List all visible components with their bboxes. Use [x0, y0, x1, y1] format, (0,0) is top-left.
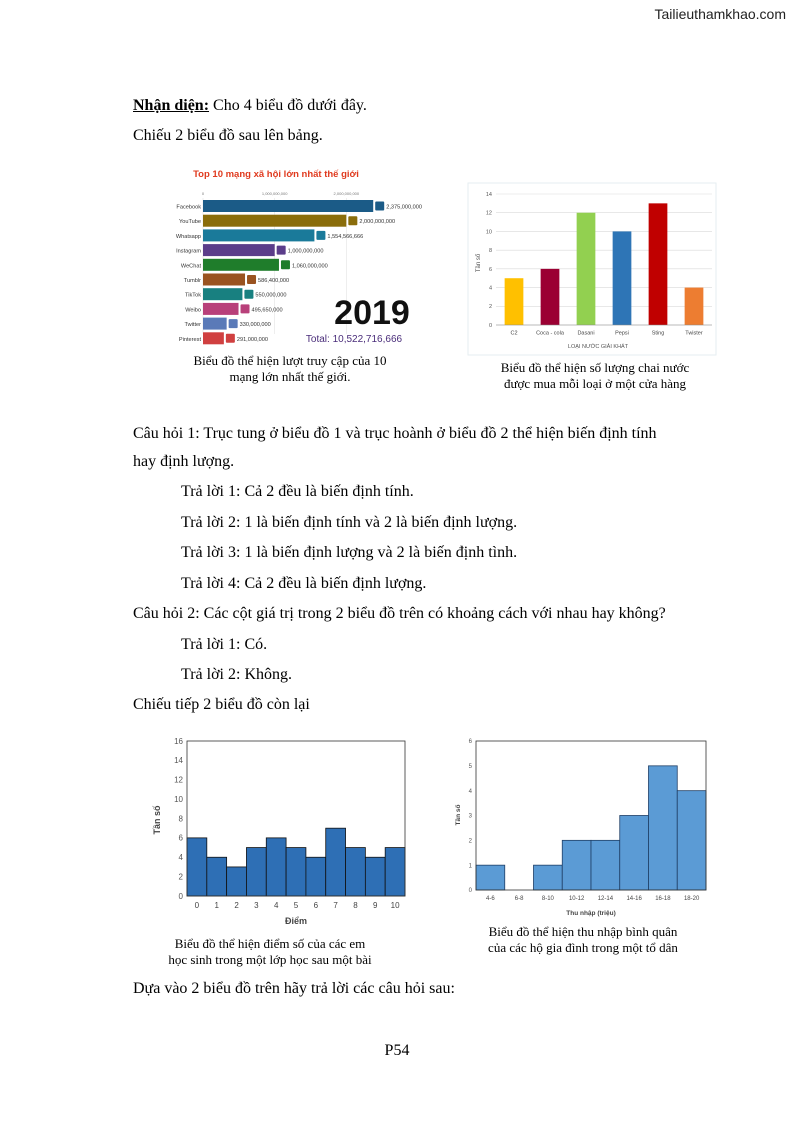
chart4-x-tick: 4-6 [486, 896, 495, 902]
chart4-x-tick: 8-10 [541, 896, 554, 902]
chart2-y-tick: 4 [488, 285, 492, 292]
chart4-bar [649, 766, 678, 890]
chart4-ylabel: Tần số [455, 804, 462, 826]
caption-4 [458, 924, 708, 956]
chart1-total: Total: 10,522,716,666 [305, 334, 403, 345]
chart1-bar [203, 274, 245, 286]
chart4-bar [677, 791, 706, 890]
chart1-logo-icon [281, 260, 290, 269]
intro-line [133, 97, 367, 115]
chart4-xlabel: Thu nhập (triệu) [566, 910, 616, 917]
chart4-bar [620, 816, 649, 891]
chart3-bar [385, 848, 405, 896]
chart1-value-label: 495,650,000 [251, 307, 283, 314]
chart1-bar [203, 259, 279, 271]
chart2-y-tick: 0 [488, 322, 492, 329]
chart2-y-tick: 8 [488, 248, 492, 255]
chart3-x-tick: 2 [234, 901, 239, 910]
chart1-value-label: 586,400,000 [258, 278, 290, 284]
caption-1-line-2: mạng lớn nhất thế giới. [229, 369, 351, 384]
chart3-x-tick: 10 [390, 901, 400, 910]
chart3-y-tick: 2 [178, 872, 183, 882]
chart3-bar [365, 857, 385, 896]
chart2-y-tick: 10 [485, 229, 492, 236]
chart1-value-label: 1,000,000,000 [287, 248, 324, 255]
caption-2-line-2: được mua mỗi loại ở một cửa hàng [504, 376, 686, 391]
chart3-bar [207, 857, 227, 896]
chart1-bar [203, 229, 314, 241]
chart3-y-tick: 12 [174, 775, 183, 785]
chart1-bar [203, 288, 242, 300]
watermark: Tailieuthamkhao.com [654, 6, 786, 22]
chart1-category-label: TikTok [185, 292, 201, 299]
caption-4-line-2: của các hộ gia đình trong một tổ dân [488, 940, 678, 955]
chart1-logo-icon [241, 304, 250, 313]
chart2-bar [649, 203, 668, 325]
next-text: Chiếu tiếp 2 biểu đồ còn lại [133, 696, 310, 713]
chart1-category-label: Pinterest [178, 336, 201, 343]
chart2-ylabel: Tần số [476, 253, 482, 273]
chart3-bar [326, 828, 346, 896]
scores-chart [140, 733, 415, 930]
income-chart [448, 733, 716, 920]
chart1-value-label: 291,000,000 [236, 336, 268, 343]
caption-3 [145, 936, 395, 968]
chart4-x-tick: 6-8 [514, 896, 524, 902]
chart4-x-tick: 16-18 [655, 896, 671, 902]
chart3-x-tick: 8 [353, 901, 358, 910]
page-number: P54 [384, 1042, 410, 1059]
chart3-x-tick: 0 [194, 901, 200, 910]
caption-4-line-1: Biểu đồ thể hiện thu nhập bình quân [488, 924, 678, 939]
chart1-tick-label: 2,000,000,000 [333, 191, 360, 196]
chart2-x-tick: Dasani [577, 330, 595, 337]
question-1-line-2: hay định lượng. [133, 453, 235, 470]
chart1-value-label: 330,000,000 [239, 322, 271, 329]
chart3-x-tick: 7 [333, 901, 338, 910]
drinks-chart [468, 183, 716, 355]
chart4-y-tick: 4 [468, 788, 472, 795]
chart3-bar [187, 838, 207, 896]
chart2-x-tick: Sting [651, 330, 665, 337]
chart4-y-tick: 5 [468, 763, 472, 770]
caption-2 [470, 360, 720, 392]
question-2: Câu hỏi 2: Các cột giá trị trong 2 biểu đồ trên có khoảng cách với nhau hay không? [133, 605, 666, 622]
q2-answer-1: Trả lời 1: Có. [181, 636, 268, 653]
chart1-value-label: 1,060,000,000 [291, 263, 328, 270]
chart3-x-tick: 1 [214, 901, 219, 910]
chart2-x-tick: Coca - cola [536, 330, 564, 337]
chart3-xlabel: Điểm [284, 916, 308, 926]
chart1-tick-label: 0 [201, 191, 205, 196]
chart3-bar [246, 848, 266, 896]
intro-label: Nhận diện: [133, 97, 210, 114]
chart4-y-tick: 0 [468, 888, 472, 895]
caption-3-line-1: Biểu đồ thể hiện điểm số của các em [174, 936, 366, 951]
chart1-bar [203, 318, 227, 330]
chart4-bar [562, 840, 591, 890]
caption-2-line-1: Biểu đồ thể hiện số lượng chai nước [500, 360, 690, 375]
caption-1-line-1: Biểu đồ thể hiện lượt truy cập của 10 [193, 353, 387, 368]
chart1-bar [203, 215, 346, 227]
caption-1 [160, 353, 420, 385]
chart1-category-label: Weibo [185, 307, 201, 314]
chart1-category-label: Instagram [176, 248, 201, 255]
chart2-x-tick: Twister [685, 330, 703, 337]
chart3-y-tick: 4 [178, 853, 183, 863]
intro-line-2: Chiếu 2 biểu đồ sau lên bảng. [133, 127, 323, 144]
chart1-value-label: 2,000,000,000 [359, 219, 396, 226]
chart1-category-label: Whatsapp [175, 233, 201, 240]
chart3-x-tick: 6 [313, 901, 319, 910]
chart4-bar [534, 865, 563, 890]
chart4-x-tick: 14-16 [626, 896, 642, 902]
q1-answer-3: Trả lời 3: 1 là biến định lượng và 2 là biến định tình. [181, 544, 518, 561]
chart1-logo-icon [348, 216, 357, 225]
q1-answer-2: Trả lời 2: 1 là biến định tính và 2 là biến định lượng. [181, 514, 518, 531]
chart1-bar [203, 244, 275, 256]
chart1-value-label: 550,000,000 [255, 292, 287, 299]
chart4-x-tick: 12-14 [597, 896, 614, 902]
chart2-bar [613, 231, 632, 325]
chart4-x-tick: 18-20 [683, 896, 700, 902]
q1-answer-4: Trả lời 4: Cả 2 đều là biến định lượng. [181, 575, 427, 592]
chart1-bar [203, 200, 373, 212]
caption-3-line-2: học sinh trong một lớp học sau một bài [168, 952, 372, 967]
chart1-logo-icon [375, 202, 384, 211]
chart3-y-tick: 16 [174, 736, 183, 746]
chart3-ylabel: Tần số [152, 805, 162, 835]
chart1-year: 2019 [334, 294, 410, 332]
chart2-y-tick: 2 [488, 304, 492, 311]
chart4-y-tick: 2 [468, 838, 472, 845]
chart2-bar [505, 278, 524, 325]
question-1-line-1: Câu hỏi 1: Trục tung ở biểu đồ 1 và trục hoành ở biểu đồ 2 thể hiện biến định tính [133, 425, 657, 442]
chart2-y-tick: 14 [485, 191, 492, 198]
chart3-x-tick: 3 [254, 901, 259, 910]
chart3-bar [286, 848, 306, 896]
chart2-y-tick: 6 [488, 266, 492, 273]
chart1-logo-icon [277, 246, 286, 255]
chart1-logo-icon [316, 231, 325, 240]
chart1-bar [203, 303, 239, 315]
chart4-bar [476, 865, 505, 890]
chart1-title: Top 10 mạng xã hội lớn nhất thế giới [193, 169, 359, 180]
intro-text: Cho 4 biểu đồ dưới đây. [209, 97, 367, 114]
chart4-y-tick: 1 [468, 863, 472, 870]
chart1-logo-icon [247, 275, 256, 284]
chart1-category-label: Facebook [176, 204, 201, 211]
chart3-bar [266, 838, 286, 896]
chart3-bar [306, 857, 326, 896]
chart1-value-label: 1,554,566,666 [327, 233, 364, 240]
chart1-bar [203, 332, 224, 344]
chart3-y-tick: 8 [178, 814, 183, 824]
chart4-bar [591, 840, 620, 890]
chart1-value-label: 2,375,000,000 [386, 204, 422, 211]
chart3-y-tick: 6 [178, 833, 183, 843]
chart3-x-tick: 9 [373, 901, 378, 910]
chart1-category-label: Twitter [184, 322, 201, 329]
chart3-x-tick: 5 [293, 901, 299, 910]
chart1-tick-label: 1,000,000,000 [261, 191, 288, 196]
chart1-logo-icon [244, 290, 253, 299]
chart2-bar [685, 288, 704, 325]
chart3-bar [346, 848, 366, 896]
q2-answer-2: Trả lời 2: Không. [181, 666, 292, 683]
chart3-y-tick: 0 [178, 891, 183, 901]
chart3-bar [227, 867, 247, 896]
chart3-y-tick: 10 [174, 794, 183, 804]
chart1-category-label: YouTube [179, 219, 201, 226]
chart2-x-tick: Pepsi [615, 330, 629, 337]
chart1-category-label: WeChat [180, 263, 201, 270]
chart2-xlabel: LOẠI NƯỚC GIẢI KHÁT [567, 344, 629, 350]
social-network-chart [172, 162, 422, 348]
chart4-x-tick: 10-12 [568, 896, 585, 902]
chart1-category-label: Tumblr [183, 278, 201, 284]
chart4-y-tick: 3 [468, 813, 472, 820]
chart2-y-tick: 12 [485, 210, 492, 217]
chart2-bar [577, 213, 596, 325]
chart1-logo-icon [226, 334, 235, 343]
outro-text: Dựa vào 2 biểu đồ trên hãy trả lời các câu hỏi sau: [133, 980, 455, 997]
chart3-x-tick: 4 [273, 901, 279, 910]
chart1-logo-icon [229, 319, 238, 328]
chart2-x-tick: C2 [510, 330, 518, 337]
chart2-bar [541, 269, 560, 325]
q1-answer-1: Trả lời 1: Cả 2 đều là biến định tính. [181, 483, 414, 500]
chart3-y-tick: 14 [174, 756, 183, 766]
chart4-y-tick: 6 [468, 739, 472, 746]
